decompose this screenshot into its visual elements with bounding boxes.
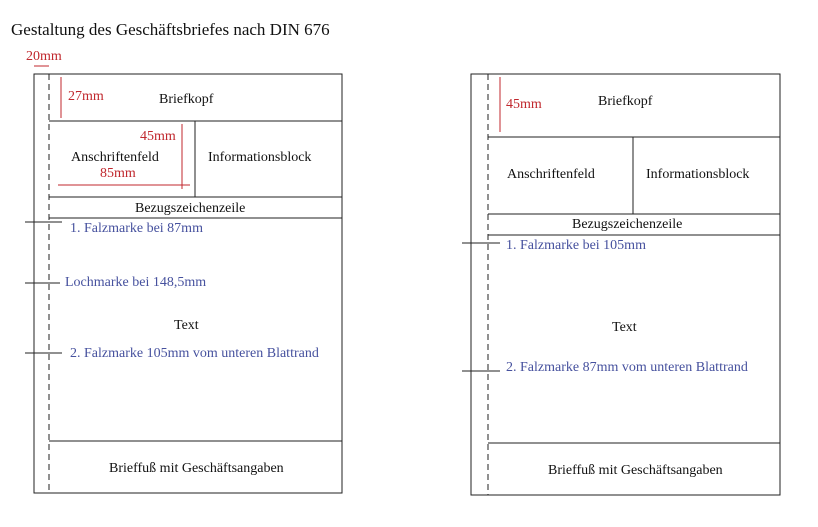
- form-b-page: [462, 74, 780, 495]
- form-b-footer-label: Brieffuß mit Geschäftsangaben: [548, 463, 723, 478]
- form-b-header-height-label: 45mm: [506, 97, 542, 112]
- form-a-address-field-label: Anschriftenfeld: [71, 150, 159, 165]
- form-b-body-label: Text: [612, 320, 637, 335]
- form-b-header-label: Briefkopf: [598, 94, 653, 109]
- form-b-fold-mark-2-label: 2. Falzmarke 87mm vom unteren Blattrand: [506, 360, 748, 375]
- form-b-info-block-label: Informationsblock: [646, 167, 750, 182]
- form-a-header-height-label: 27mm: [68, 89, 104, 104]
- form-b-reference-line-label: Bezugszeichenzeile: [572, 217, 683, 232]
- form-a-punch-mark-label: Lochmarke bei 148,5mm: [65, 275, 207, 290]
- form-a-header-label: Briefkopf: [159, 92, 214, 107]
- form-a-fold-mark-2-label: 2. Falzmarke 105mm vom unteren Blattrand: [70, 346, 319, 361]
- form-a-info-block-label: Informationsblock: [208, 150, 312, 165]
- form-b-fold-mark-1-label: 1. Falzmarke bei 105mm: [506, 238, 646, 253]
- form-a-body-label: Text: [174, 318, 199, 333]
- form-a-footer-label: Brieffuß mit Geschäftsangaben: [109, 461, 284, 476]
- form-a-fold-mark-1-label: 1. Falzmarke bei 87mm: [70, 221, 203, 236]
- form-b-address-field-label: Anschriftenfeld: [507, 167, 595, 182]
- form-a-address-width-label: 85mm: [100, 166, 136, 181]
- form-a-margin-label: 20mm: [26, 49, 62, 64]
- form-a-address-height-label: 45mm: [140, 129, 176, 144]
- form-a-reference-line-label: Bezugszeichenzeile: [135, 201, 246, 216]
- page-title: Gestaltung des Geschäftsbriefes nach DIN 676: [11, 20, 330, 39]
